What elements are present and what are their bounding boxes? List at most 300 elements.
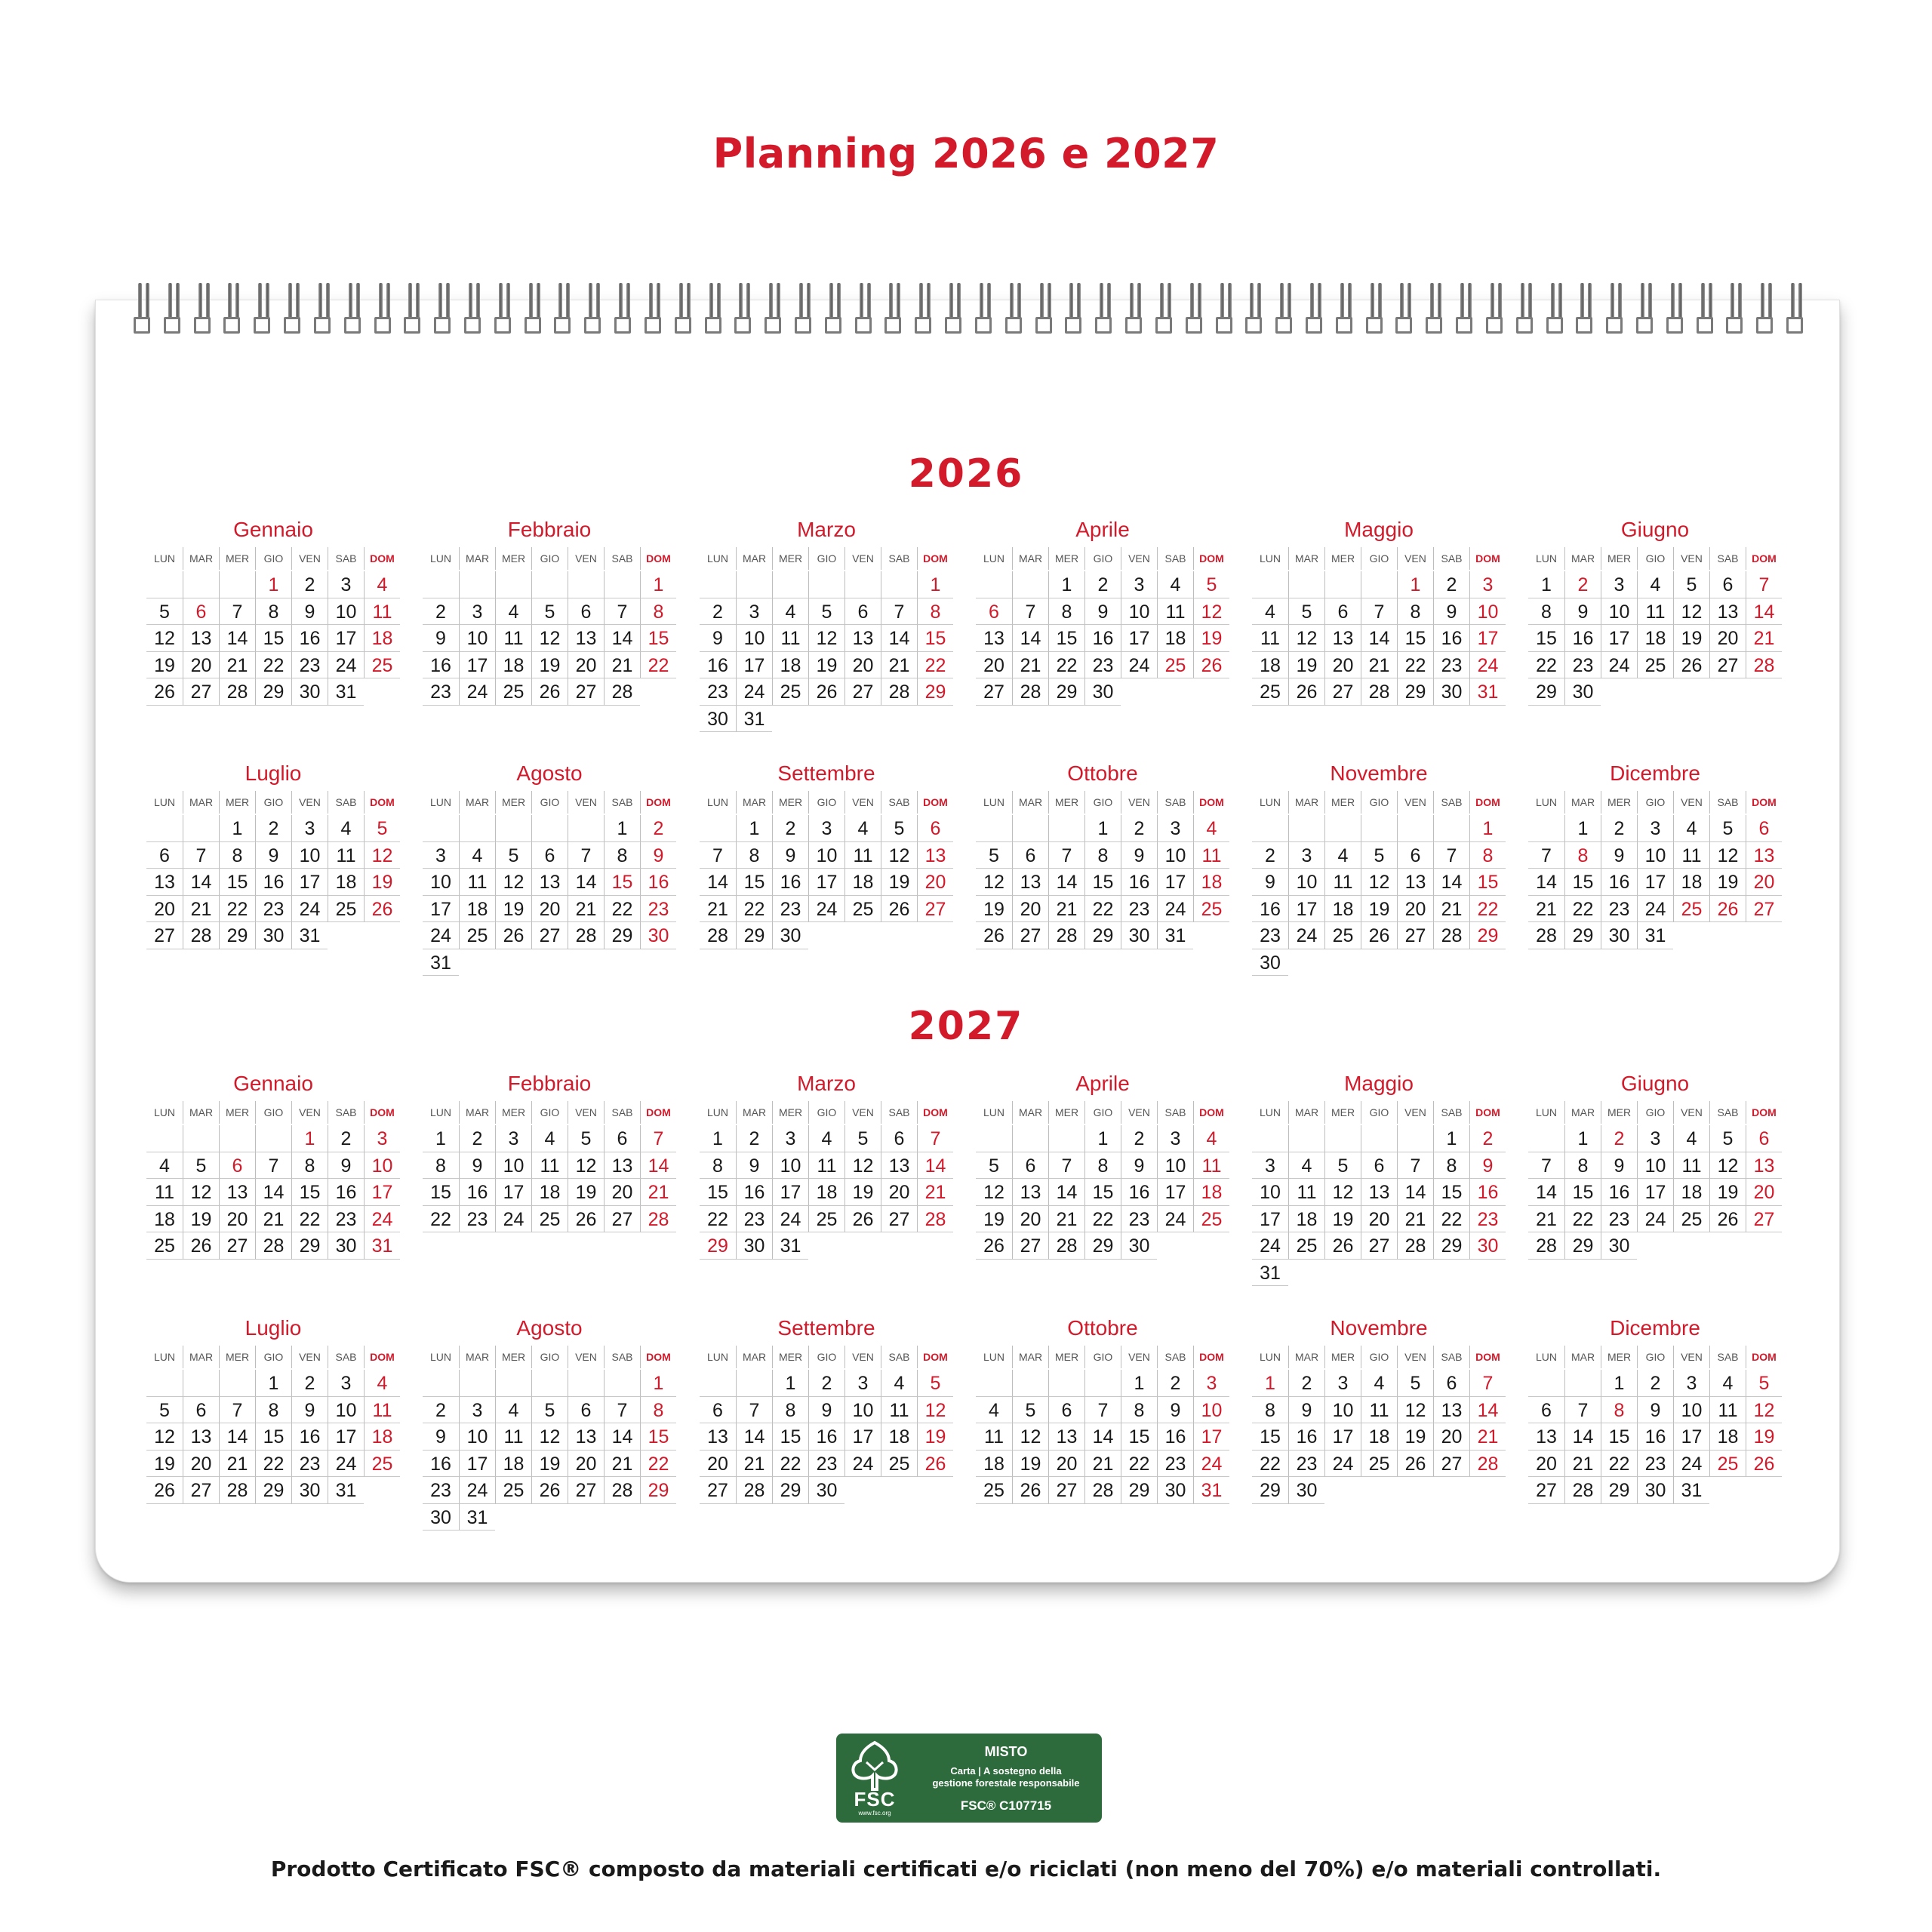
day-cell: 13 <box>1012 1179 1048 1206</box>
day-cell: 13 <box>1361 1179 1397 1206</box>
day-cell: 12 <box>1709 842 1746 869</box>
day-cell: 26 <box>495 922 531 949</box>
day-cell: 11 <box>328 842 364 869</box>
day-cell: 13 <box>700 1423 736 1451</box>
day-cell: 27 <box>1012 922 1048 949</box>
binding-ring <box>704 283 727 340</box>
day-cell: 7 <box>604 598 640 626</box>
day-cell: 4 <box>1361 1370 1397 1397</box>
weekday-label: MER <box>495 1346 531 1368</box>
day-cell: 4 <box>1673 815 1709 842</box>
empty-day-cell <box>219 571 255 598</box>
weekday-label: GIO <box>531 1346 568 1368</box>
day-cell: 21 <box>736 1451 772 1478</box>
holiday-day-cell: 7 <box>917 1125 953 1152</box>
holiday-day-cell: 4 <box>1193 815 1229 842</box>
holiday-day-cell: 16 <box>1469 1179 1506 1206</box>
day-cell: 20 <box>531 896 568 923</box>
binding-ring <box>403 283 426 340</box>
empty-day-cell <box>1012 571 1048 598</box>
weekday-label: MER <box>1601 1101 1637 1124</box>
day-cell: 29 <box>1084 1232 1121 1260</box>
day-cell: 20 <box>881 1179 917 1206</box>
day-cell: 28 <box>1564 1477 1601 1504</box>
day-cell: 26 <box>1012 1477 1048 1504</box>
holiday-day-cell: 31 <box>364 1232 400 1260</box>
day-cell: 26 <box>531 1477 568 1504</box>
holiday-day-cell: 23 <box>1469 1206 1506 1233</box>
day-cell: 18 <box>1252 652 1288 679</box>
day-cell: 18 <box>808 1179 844 1206</box>
empty-day-cell <box>183 815 219 842</box>
day-cell: 11 <box>1709 1397 1746 1424</box>
weekday-label: MER <box>219 547 255 570</box>
day-cell: 14 <box>219 625 255 652</box>
weekday-label: VEN <box>291 1101 328 1124</box>
day-cell: 1 <box>255 1370 291 1397</box>
day-cell: 2 <box>1157 1370 1193 1397</box>
weekday-header <box>976 791 1229 814</box>
day-cell: 29 <box>1433 1232 1469 1260</box>
day-cell: 9 <box>255 842 291 869</box>
fsc-description-line2: gestione forestale responsabile <box>932 1777 1080 1789</box>
day-cell: 5 <box>881 815 917 842</box>
day-cell: 4 <box>1324 842 1361 869</box>
day-cell: 15 <box>1433 1179 1469 1206</box>
day-cell: 13 <box>1433 1397 1469 1424</box>
day-cell: 2 <box>1637 1370 1673 1397</box>
weekday-label: SAB <box>328 1101 364 1124</box>
day-cell: 11 <box>1637 598 1673 626</box>
binding-ring <box>944 283 967 340</box>
day-cell: 7 <box>1433 842 1469 869</box>
empty-day-cell <box>568 1370 604 1397</box>
month-name: Novembre <box>1330 1316 1428 1340</box>
holiday-day-cell: 25 <box>1193 1206 1229 1233</box>
day-cell: 27 <box>1048 1477 1084 1504</box>
weekday-label: MER <box>1601 1346 1637 1368</box>
day-cell: 1 <box>423 1125 459 1152</box>
day-cell: 23 <box>423 678 459 706</box>
day-cell: 10 <box>423 869 459 896</box>
holiday-day-cell: 31 <box>1469 678 1506 706</box>
day-cell: 27 <box>146 922 183 949</box>
holiday-day-cell: 4 <box>1193 1125 1229 1152</box>
day-cell: 12 <box>808 625 844 652</box>
day-cell: 27 <box>1324 678 1361 706</box>
day-cell: 30 <box>700 706 736 733</box>
day-cell: 18 <box>1361 1423 1397 1451</box>
weekday-label: MER <box>1048 547 1084 570</box>
day-cell: 14 <box>1397 1179 1433 1206</box>
empty-day-cell <box>1324 1125 1361 1152</box>
weekday-label: GIO <box>1637 1346 1673 1368</box>
fsc-description <box>912 1765 1100 1789</box>
day-cell: 20 <box>1709 625 1746 652</box>
empty-day-cell <box>1012 1125 1048 1152</box>
day-cell: 12 <box>1324 1179 1361 1206</box>
holiday-day-cell: 1 <box>1469 815 1506 842</box>
holiday-day-cell: 12 <box>364 842 400 869</box>
weekday-label: SAB <box>328 1346 364 1368</box>
holiday-day-cell: 11 <box>364 1397 400 1424</box>
day-cell: 26 <box>808 678 844 706</box>
weekday-label: SAB <box>1433 1101 1469 1124</box>
day-cell: 18 <box>146 1206 183 1233</box>
day-cell: 25 <box>459 922 495 949</box>
day-cell: 2 <box>736 1125 772 1152</box>
day-cell: 12 <box>183 1179 219 1206</box>
day-cell: 5 <box>146 598 183 626</box>
weekday-label: GIO <box>1084 1346 1121 1368</box>
binding-ring <box>1124 283 1147 340</box>
day-cell: 4 <box>1637 571 1673 598</box>
empty-day-cell <box>146 1370 183 1397</box>
day-cell: 4 <box>772 598 808 626</box>
day-cell: 12 <box>976 1179 1012 1206</box>
binding-ring <box>1635 283 1658 340</box>
weekday-label: VEN <box>844 547 881 570</box>
empty-day-cell <box>700 571 736 598</box>
day-cell: 27 <box>183 1477 219 1504</box>
day-cell: 2 <box>700 598 736 626</box>
weekday-label: MER <box>219 1101 255 1124</box>
holiday-day-cell: 18 <box>1193 1179 1229 1206</box>
binding-ring <box>644 283 666 340</box>
holiday-day-cell: 11 <box>1193 1152 1229 1180</box>
day-cell: 18 <box>881 1423 917 1451</box>
binding-ring <box>313 283 336 340</box>
day-cell: 15 <box>700 1179 736 1206</box>
day-cell: 5 <box>531 1397 568 1424</box>
day-cell: 23 <box>1157 1451 1193 1478</box>
holiday-day-cell: 26 <box>1193 652 1229 679</box>
day-cell: 13 <box>1709 598 1746 626</box>
binding-ring <box>1094 283 1117 340</box>
weekday-label: LUN <box>429 552 451 565</box>
weekday-header <box>976 547 1229 570</box>
day-cell: 21 <box>1361 652 1397 679</box>
holiday-day-cell: 18 <box>1193 869 1229 896</box>
weekday-label: LUN <box>706 796 728 808</box>
day-cell: 11 <box>459 869 495 896</box>
day-cell: 11 <box>976 1423 1012 1451</box>
day-cell: 31 <box>1673 1477 1709 1504</box>
holiday-day-cell: 5 <box>1746 1370 1782 1397</box>
holiday-day-cell: 30 <box>1469 1232 1506 1260</box>
day-cell: 27 <box>700 1477 736 1504</box>
day-cell: 25 <box>1637 652 1673 679</box>
holiday-day-cell: 28 <box>640 1206 676 1233</box>
weekday-label: MER <box>495 1101 531 1124</box>
day-cell: 5 <box>1709 815 1746 842</box>
day-cell: 22 <box>700 1206 736 1233</box>
fsc-wordmark: FSC <box>854 1788 896 1810</box>
weekday-header <box>1252 547 1506 570</box>
day-cell: 4 <box>1709 1370 1746 1397</box>
day-cell: 9 <box>328 1152 364 1180</box>
day-cell: 22 <box>1528 652 1564 679</box>
day-cell: 12 <box>976 869 1012 896</box>
empty-day-cell <box>1361 571 1397 598</box>
weekday-label: SAB <box>1157 791 1193 814</box>
day-cell: 26 <box>844 1206 881 1233</box>
day-cell: 30 <box>772 922 808 949</box>
weekday-label: DOM <box>917 1346 953 1368</box>
day-cell: 1 <box>1564 815 1601 842</box>
weekday-label: VEN <box>568 1346 604 1368</box>
day-cell: 2 <box>1288 1370 1324 1397</box>
day-cell: 6 <box>568 598 604 626</box>
binding-ring <box>674 283 697 340</box>
day-cell: 3 <box>328 1370 364 1397</box>
day-cell: 19 <box>844 1179 881 1206</box>
day-cell: 12 <box>1288 625 1324 652</box>
holiday-day-cell: 1 <box>1252 1370 1288 1397</box>
binding-ring <box>1275 283 1297 340</box>
weekday-label: MER <box>495 791 531 814</box>
day-cell: 31 <box>1157 922 1193 949</box>
holiday-day-cell: 15 <box>604 869 640 896</box>
day-cell: 16 <box>700 652 736 679</box>
day-cell: 7 <box>1084 1397 1121 1424</box>
weekday-label: MER <box>1048 791 1084 814</box>
day-cell: 25 <box>881 1451 917 1478</box>
day-cell: 1 <box>1084 815 1121 842</box>
day-cell: 4 <box>1288 1152 1324 1180</box>
day-cell: 28 <box>604 678 640 706</box>
day-cell: 22 <box>423 1206 459 1233</box>
weekday-header <box>423 1346 676 1368</box>
day-cell: 27 <box>219 1232 255 1260</box>
month-name: Maggio <box>1344 1072 1414 1095</box>
day-cell: 11 <box>1673 842 1709 869</box>
day-cell: 13 <box>568 1423 604 1451</box>
day-cell: 11 <box>1252 625 1288 652</box>
holiday-day-cell: 30 <box>640 922 676 949</box>
day-cell: 22 <box>1433 1206 1469 1233</box>
day-cell: 2 <box>291 1370 328 1397</box>
day-cell: 23 <box>1601 896 1637 923</box>
day-cell: 14 <box>1012 625 1048 652</box>
day-cell: 23 <box>772 896 808 923</box>
weekday-label: GIO <box>1637 547 1673 570</box>
binding-ring <box>1725 283 1748 340</box>
holiday-day-cell: 10 <box>1193 1397 1229 1424</box>
weekday-label: SAB <box>1709 547 1746 570</box>
day-cell: 16 <box>459 1179 495 1206</box>
day-cell: 3 <box>1601 571 1637 598</box>
day-cell: 19 <box>1397 1423 1433 1451</box>
day-cell: 8 <box>700 1152 736 1180</box>
month-name: Luglio <box>245 761 302 785</box>
day-cell: 15 <box>255 625 291 652</box>
day-cell: 15 <box>1564 1179 1601 1206</box>
day-cell: 15 <box>1048 625 1084 652</box>
day-cell: 18 <box>772 652 808 679</box>
holiday-day-cell: 29 <box>917 678 953 706</box>
day-cell: 18 <box>1288 1206 1324 1233</box>
day-cell: 1 <box>1121 1370 1157 1397</box>
day-cell: 7 <box>1564 1397 1601 1424</box>
day-cell: 20 <box>1048 1451 1084 1478</box>
day-cell: 16 <box>423 1451 459 1478</box>
binding-ring <box>1395 283 1417 340</box>
day-cell: 10 <box>808 842 844 869</box>
day-cell: 25 <box>531 1206 568 1233</box>
day-cell: 23 <box>1564 652 1601 679</box>
day-cell: 27 <box>1528 1477 1564 1504</box>
holiday-day-cell: 5 <box>364 815 400 842</box>
day-cell: 16 <box>1637 1423 1673 1451</box>
binding-ring <box>974 283 997 340</box>
weekday-label: MAR <box>1012 1346 1048 1368</box>
day-cell: 16 <box>808 1423 844 1451</box>
fsc-logo <box>836 1734 1102 1823</box>
day-cell: 20 <box>568 1451 604 1478</box>
day-cell: 25 <box>495 678 531 706</box>
day-cell: 31 <box>291 922 328 949</box>
day-cell: 11 <box>146 1179 183 1206</box>
empty-day-cell <box>183 1370 219 1397</box>
weekday-label: LUN <box>1259 796 1281 808</box>
holiday-day-cell: 24 <box>1469 652 1506 679</box>
weekday-header <box>1528 547 1782 570</box>
weekday-label: MER <box>1601 791 1637 814</box>
holiday-day-cell: 8 <box>1601 1397 1637 1424</box>
day-cell: 24 <box>1288 922 1324 949</box>
day-cell: 15 <box>219 869 255 896</box>
day-cell: 13 <box>146 869 183 896</box>
day-cell: 18 <box>1673 1179 1709 1206</box>
binding-ring <box>583 283 606 340</box>
holiday-day-cell: 7 <box>1746 571 1782 598</box>
weekday-label: SAB <box>604 1101 640 1124</box>
day-cell: 13 <box>844 625 881 652</box>
weekday-label: MAR <box>1012 1101 1048 1124</box>
binding-ring <box>1365 283 1388 340</box>
day-cell: 24 <box>1673 1451 1709 1478</box>
holiday-day-cell: 25 <box>1157 652 1193 679</box>
empty-day-cell <box>1528 1370 1564 1397</box>
day-cell: 26 <box>531 678 568 706</box>
day-cell: 23 <box>1084 652 1121 679</box>
weekday-label: MER <box>1324 791 1361 814</box>
day-cell: 2 <box>328 1125 364 1152</box>
weekday-label: VEN <box>1397 791 1433 814</box>
weekday-label: VEN <box>1121 1101 1157 1124</box>
day-cell: 8 <box>1528 598 1564 626</box>
day-cell: 12 <box>1012 1423 1048 1451</box>
day-cell: 12 <box>844 1152 881 1180</box>
weekday-label: MAR <box>736 791 772 814</box>
day-cell: 4 <box>328 815 364 842</box>
day-cell: 30 <box>1084 678 1121 706</box>
day-cell: 17 <box>844 1423 881 1451</box>
day-cell: 20 <box>219 1206 255 1233</box>
holiday-day-cell: 28 <box>1746 652 1782 679</box>
month-name: Aprile <box>1075 1072 1130 1095</box>
weekday-label: MER <box>772 791 808 814</box>
day-cell: 14 <box>604 1423 640 1451</box>
day-cell: 3 <box>291 815 328 842</box>
day-cell: 8 <box>255 598 291 626</box>
holiday-day-cell: 15 <box>640 1423 676 1451</box>
weekday-label: DOM <box>1469 791 1506 814</box>
empty-day-cell <box>1288 1125 1324 1152</box>
day-cell: 4 <box>881 1370 917 1397</box>
weekday-label: LUN <box>1259 1106 1281 1118</box>
empty-day-cell <box>568 815 604 842</box>
day-cell: 18 <box>328 869 364 896</box>
day-cell: 8 <box>1121 1397 1157 1424</box>
fsc-tree-icon <box>844 1740 906 1792</box>
day-cell: 3 <box>459 1397 495 1424</box>
binding-ring <box>1575 283 1598 340</box>
weekday-label: GIO <box>1361 791 1397 814</box>
day-cell: 13 <box>1324 625 1361 652</box>
weekday-label: SAB <box>881 1346 917 1368</box>
day-cell: 23 <box>808 1451 844 1478</box>
holiday-day-cell: 8 <box>917 598 953 626</box>
day-cell: 15 <box>1528 625 1564 652</box>
month-name: Novembre <box>1330 761 1428 785</box>
holiday-day-cell: 13 <box>917 842 953 869</box>
day-cell: 21 <box>1084 1451 1121 1478</box>
day-cell: 27 <box>1709 652 1746 679</box>
day-cell: 3 <box>1673 1370 1709 1397</box>
weekday-label: SAB <box>1709 1346 1746 1368</box>
weekday-label: MAR <box>459 547 495 570</box>
day-cell: 11 <box>844 842 881 869</box>
day-cell: 4 <box>146 1152 183 1180</box>
empty-day-cell <box>1288 571 1324 598</box>
day-cell: 3 <box>772 1125 808 1152</box>
day-cell: 1 <box>1528 571 1564 598</box>
weekday-label: MAR <box>1288 791 1324 814</box>
day-cell: 9 <box>459 1152 495 1180</box>
holiday-day-cell: 27 <box>1746 896 1782 923</box>
empty-day-cell <box>495 571 531 598</box>
day-cell: 6 <box>604 1125 640 1152</box>
day-cell: 1 <box>772 1370 808 1397</box>
holiday-day-cell: 17 <box>1193 1423 1229 1451</box>
weekday-label: LUN <box>153 1351 175 1363</box>
day-cell: 18 <box>495 1451 531 1478</box>
weekday-label: LUN <box>706 1106 728 1118</box>
day-cell: 26 <box>1709 1206 1746 1233</box>
day-cell: 11 <box>1361 1397 1397 1424</box>
day-cell: 10 <box>1157 1152 1193 1180</box>
day-cell: 19 <box>531 652 568 679</box>
day-cell: 26 <box>1673 652 1709 679</box>
weekday-label: MER <box>1324 1346 1361 1368</box>
day-cell: 3 <box>495 1125 531 1152</box>
day-cell: 29 <box>1528 678 1564 706</box>
holiday-day-cell: 26 <box>1746 1451 1782 1478</box>
empty-day-cell <box>495 815 531 842</box>
day-cell: 22 <box>291 1206 328 1233</box>
month-name: Giugno <box>1620 1072 1690 1095</box>
weekday-label: VEN <box>1673 547 1709 570</box>
weekday-label: LUN <box>983 1106 1004 1118</box>
binding-ring <box>193 283 216 340</box>
binding-ring <box>433 283 456 340</box>
day-cell: 8 <box>1433 1152 1469 1180</box>
day-cell: 13 <box>219 1179 255 1206</box>
day-cell: 20 <box>183 652 219 679</box>
holiday-day-cell: 7 <box>1469 1370 1506 1397</box>
